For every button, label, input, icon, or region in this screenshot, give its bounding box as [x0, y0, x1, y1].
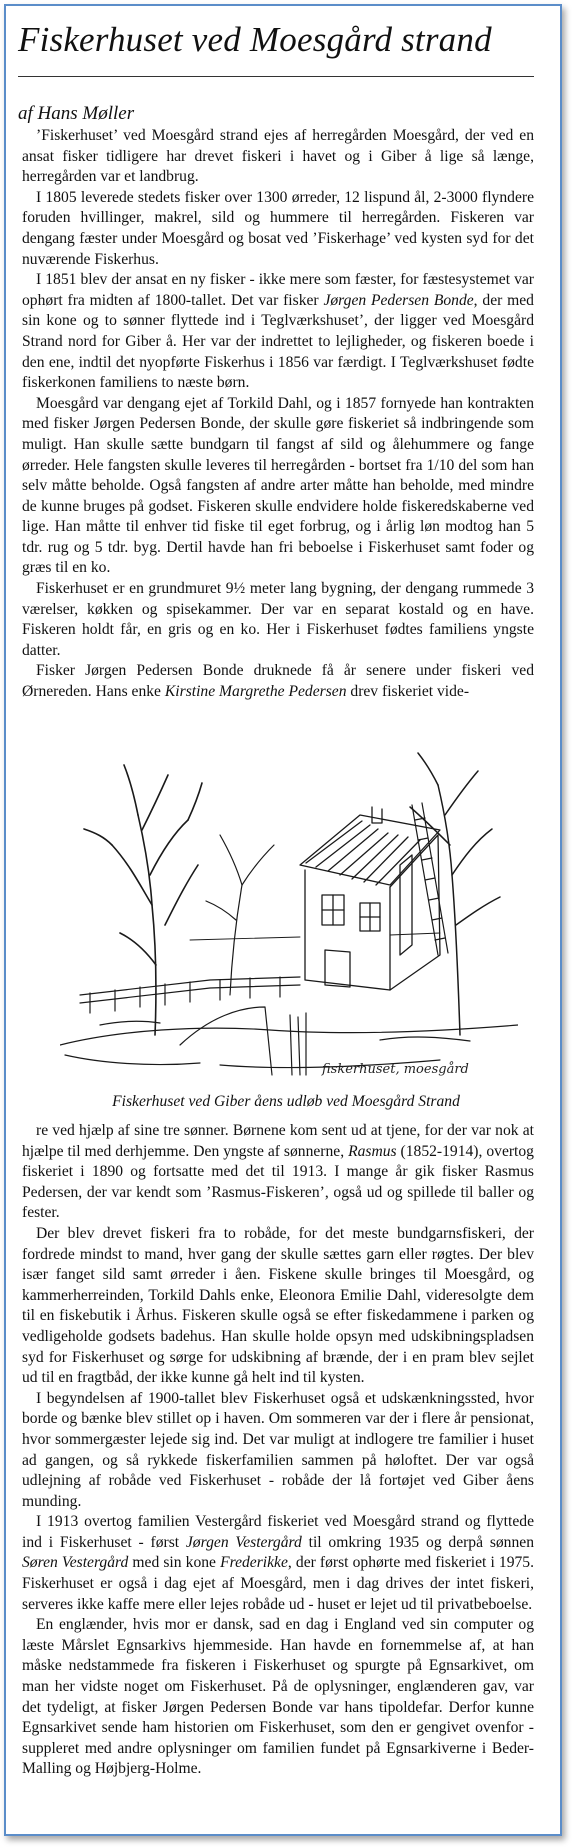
text-run: Fiskerhuset er en grundmuret 9½ meter lang bygning, der dengang rummede 3 værelser, køkken og spisekammer. Der var en separat kostald og en have. Fiskeren holdt får, en gris og en ko. Her i Fiskerhuset fødtes familiens yngste datter. — [22, 580, 534, 659]
paragraph — [22, 188, 534, 270]
title-rule — [18, 76, 534, 77]
text-run: I begyndelsen af 1900-tallet blev Fiskerhuset også et udskænkningssted, hvor borde og bænke blev stillet op i haven. Om sommeren var der i flere år pensionat, hvor sommergæster lejede sig ind. Det var muligt at indlogere tre familier i huset ad gangen, og så rykkede fiskerfamilien sammen på høloftet. Der var også udlejning af robåde ved Fiskerhuset - robåde der lå fortøjet ved Giber åens munding. — [22, 1389, 534, 1510]
horizon — [190, 933, 440, 940]
italic-name: Frederikke — [220, 1554, 288, 1572]
text-run: til omkring 1935 og derpå sønnen — [301, 1533, 534, 1551]
tree-left — [84, 765, 202, 1035]
paragraph — [22, 1512, 534, 1615]
paragraph — [22, 270, 534, 394]
italic-name: Jørgen Vestergård — [185, 1533, 302, 1551]
paragraph — [22, 1121, 534, 1224]
text-run: ’Fiskerhuset’ ved Moesgård strand ejes af herregården Moesgård, der ved en ansat fisker tidligere har drevet fiskeri i havet og i Giber å lige så længe, herregården var et landbrug. — [22, 127, 534, 186]
italic-name: Rasmus — [348, 1142, 397, 1160]
italic-name: Kirstine Margrethe Pedersen — [164, 683, 347, 701]
paragraph — [22, 394, 534, 579]
fence-and-bank — [60, 977, 518, 1075]
text-run: I 1851 blev der ansat en ny fisker - ikke mere som fæster, for fæstesystemet var ophørt fra midten af 1800-tallet. Det var fisker — [22, 271, 534, 309]
text-run: I 1913 overtog familien Vestergård fiskeriet ved Moesgård strand og flyttede ind i Fiskerhuset - først — [22, 1513, 534, 1551]
sketch-signature: fiskerhuset, moesgård — [322, 1062, 469, 1077]
tree-right — [410, 753, 500, 1035]
paragraph — [22, 579, 534, 661]
text-run: , der med sin kone og to sønner flyttede ind i Teglværkshuset’, der ligger ved Moesgård Strand nord for Giber å. Her var der indrettet to lejligheder, og fiskeren boede i den ene, indtil det nyopførte Fiskerhus i 1856 var færdigt. I Teglværkshuset fødte fiskerkonen familiens to næste børn. — [22, 291, 534, 392]
text-run: I 1805 leverede stedets fisker over 1300 ørreder, 12 lispund ål, 2-3000 flyndere foruden hvillinger, makrel, sild og hummere til herregården. Fiskeren var dengang fæster under Moesgård og bosat ved ’Fiskerhage’ ved kysten syd for det nuværende Fiskerhus. — [22, 188, 534, 268]
italic-name: Jørgen Pedersen Bonde — [323, 291, 474, 309]
text-run: Der blev drevet fiskeri fra to robåde, for det meste bundgarnsfiskeri, der fordrede mindst to mand, hver gang der skulle sættes garn eller røgtes. Der blev især fanget sild samt ørreder i åen. Fiskene skulle bringes til Moesgård, og kammerherreinden, Torkild Dahls enke, Eleonora Emilie Dahl, videresolgte dem til en fiskebutik i Århus. Fiskeren skulle også se efter fiskedammene i parken og vedligeholde godsets badehus. Han skulle holde opsyn med udskibningspladsen syd for Fiskerhuset og sørge for udskibning af brænde, der i en pram blev sejlet ud til en fragtbåd, der ikke kunne gå helt ind til kysten. — [22, 1224, 534, 1387]
text-run: drev fiskeriet vide- — [346, 683, 470, 701]
body-text-top — [22, 126, 534, 703]
paragraph — [22, 661, 534, 702]
byline: af Hans Møller — [18, 103, 135, 124]
fisherman-house-sketch — [60, 745, 518, 1090]
body-text-bottom — [22, 1121, 534, 1780]
text-run: Fisker Jørgen Pedersen Bonde druknede få år senere under fiskeri ved Ørnereden. Hans enke — [22, 662, 534, 701]
text-run: Moesgård var dengang ejet af Torkild Dahl, og i 1857 fornyede han kontrakten med fisker Jørgen Pedersen Bonde, der skulle gøre fiskeriet så indbringende som muligt. Han skulle sætte bundgarn til fangst af sild og ålehummere og fange ørreder. Hele fangsten skulle leveres til herregården - bortset fra 1/10 del som han selv måtte beholde. Også fangsten af andre arter måtte han beholde, med mindre de kunne bruges på godset. Fiskeren skulle endvidere holde fiskeredskaberne ved lige. Han måtte til enhver tid fiske til eget forbrug, og i årlig løn modtog han 5 tdr. rug og 5 tdr. byg. Dertil havde han fri beboelse i Fiskerhuset samt foder og græs til en ko. — [22, 394, 534, 577]
paragraph — [22, 1389, 534, 1513]
italic-name: Søren Vestergård — [22, 1554, 129, 1572]
paragraph — [22, 126, 534, 188]
text-run: , der først ophørte med fiskeriet i 1975. Fiskerhuset er også i dag ejet af Moesgård, men i dag drives der intet fiskeri, serveres ikke kaffe mere eller lejes robåde ud - huset er lejet ud til privatbeboelse. — [22, 1554, 534, 1613]
paragraph — [22, 1224, 534, 1389]
paragraph — [22, 1615, 534, 1780]
house — [300, 807, 440, 990]
text-run: (1852-1914), overtog fiskeriet i 1890 og fortsatte med det til 1913. I mange år gik fisker Rasmus Pedersen, der var kendt som ’Rasmus-Fiskeren’, også ud og spillede til baller og fester. — [22, 1142, 534, 1222]
text-run: En englænder, hvis mor er dansk, sad en dag i England ved sin computer og læste Mårslet Egnsarkivs hjemmeside. Han havde en fornemmelse af, at han måske nedstammede fra fiskeren i Fiskerhuset og spurgte på Egnsarkivet, om man her vidste noget om Fiskerhuset. På de oplysninger, englænderen gav, var det tydeligt, at fisker Jørgen Pedersen Bonde var hans tipoldefar. Derfor kunne Egnsarkivet sende ham historien om Fiskerhuset, som den er gengivet ovenfor - suppleret med andre oplysninger om familien fundet på Egnsarkiverne i Beder-Malling og Højbjerg-Holme. — [22, 1616, 534, 1778]
text-run: re ved hjælp af sine tre sønner. Børnene kom sent ud at tjene, for der var nok at hjælpe til med derhjemme. Den yngste af sønnerne, — [22, 1122, 534, 1160]
tree-middle — [206, 835, 274, 995]
figure-caption: Fiskerhuset ved Giber åens udløb ved Moesgård Strand — [112, 1093, 460, 1110]
text-run: med sin kone — [128, 1554, 221, 1572]
article-title: Fiskerhuset ved Moesgård strand — [18, 20, 492, 59]
